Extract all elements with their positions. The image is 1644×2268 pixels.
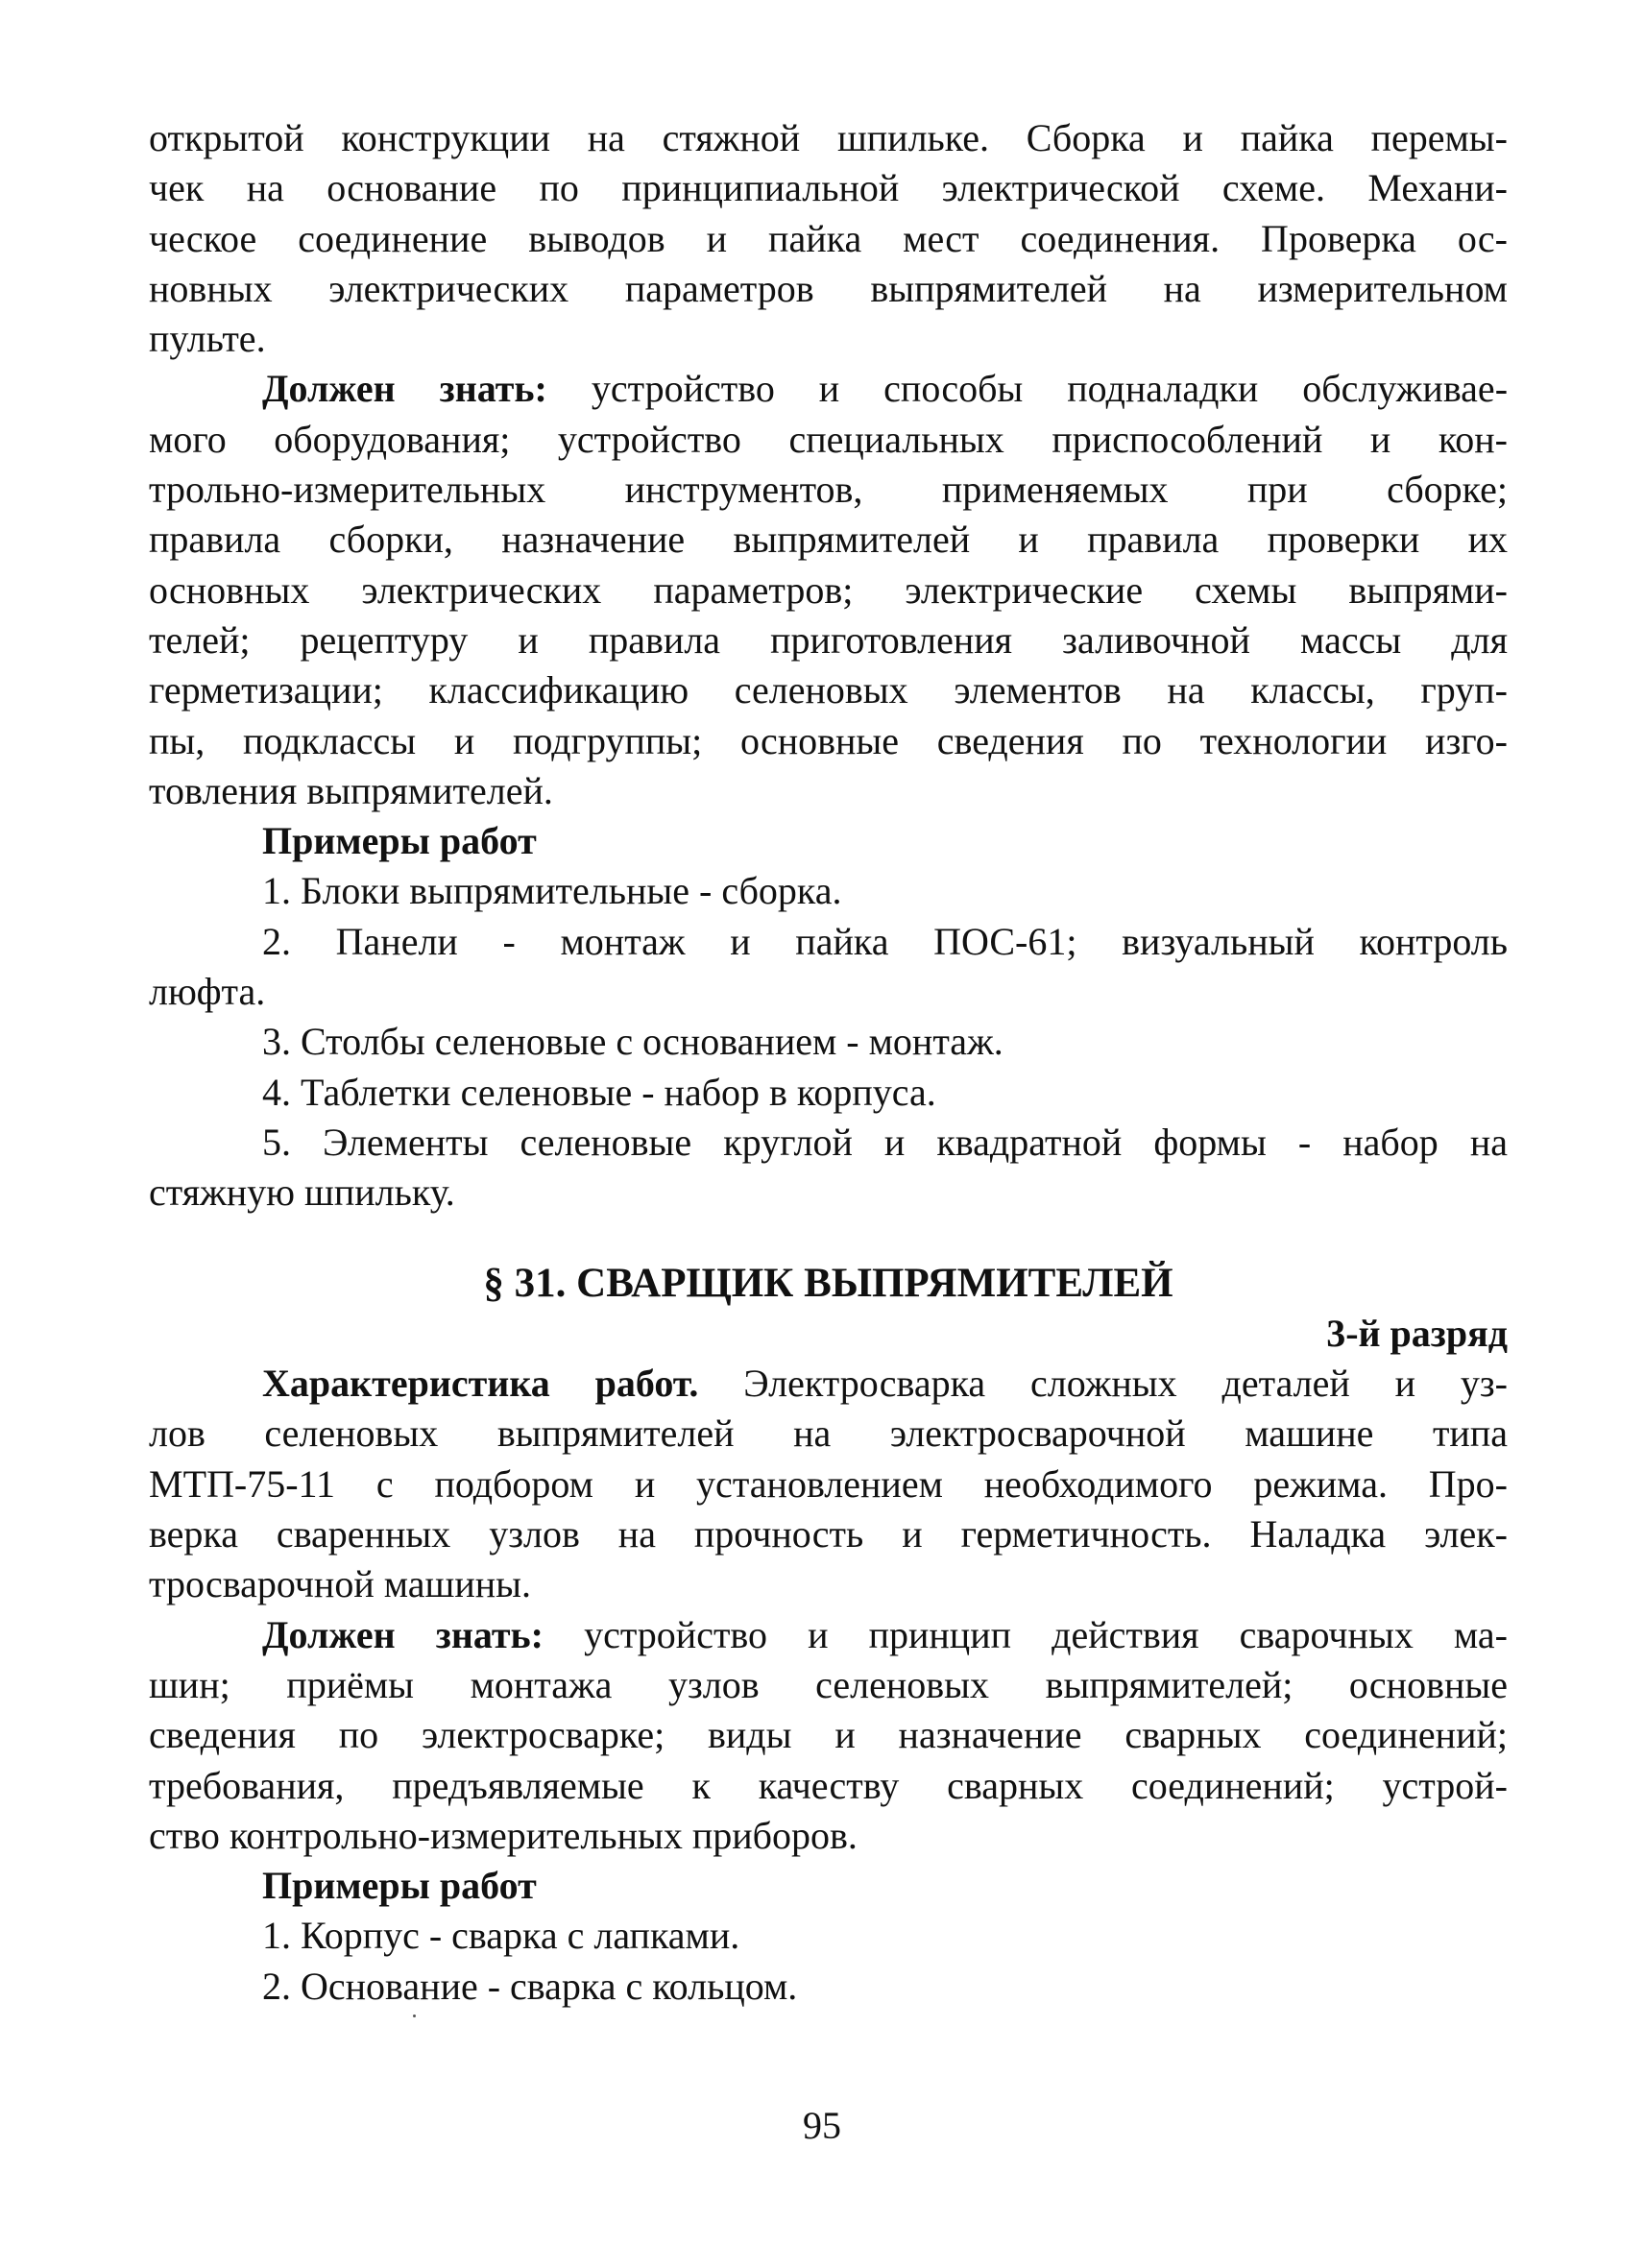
section-title: § 31. СВАРЩИК ВЫПРЯМИТЕЛЕЙ — [483, 1260, 1173, 1306]
example-item: 4. Таблетки селеновые - набор в корпуса. — [262, 1070, 936, 1114]
examples-heading: Примеры работ — [262, 819, 537, 863]
paragraph-line: телей; рецептуру и правила приготовления заливочной массы для — [149, 617, 1508, 662]
paragraph-line: пульте. — [149, 317, 266, 361]
paragraph-line: ческое соединение выводов и пайка мест соединения. Проверка ос- — [149, 216, 1508, 260]
paragraph-line: требования, предъявляемые к качеству сварных соединений; устрой- — [149, 1763, 1508, 1807]
example-item: 5. Элементы селеновые круглой и квадратной формы - набор на — [262, 1120, 1508, 1164]
paragraph-line: пы, подклассы и подгруппы; основные сведения по технологии изго- — [149, 718, 1508, 762]
paragraph-line: тросварочной машины. — [149, 1562, 532, 1606]
example-item-continuation: люфта. — [149, 970, 266, 1014]
paragraph-line: шин; приёмы монтажа узлов селеновых выпрямителей; основные — [149, 1662, 1508, 1706]
page-number: 95 — [803, 2104, 841, 2147]
section-gap — [149, 1218, 1508, 1259]
example-item: 3. Столбы селеновые с основанием - монтаж. — [262, 1020, 1003, 1064]
must-know-text: устройство и способы подналадки обслуживае- — [546, 367, 1509, 411]
paragraph-line: новных электрических параметров выпрямителей на измерительном — [149, 266, 1508, 310]
must-know-label: Должен знать: — [262, 1612, 544, 1656]
must-know-first-line — [149, 1610, 1508, 1660]
paragraph-line: мого оборудования; устройство специальных приспособлений и кон- — [149, 417, 1508, 461]
scan-speck — [413, 2015, 416, 2017]
paragraph-line: трольно-измерительных инструментов, применяемых при сборке; — [149, 468, 1508, 512]
example-item-continuation: стяжную шпильку. — [149, 1170, 455, 1215]
paragraph-line: ство контрольно-измерительных приборов. — [149, 1813, 858, 1857]
example-item: 1. Корпус - сварка с лапками. — [262, 1914, 740, 1958]
work-char-label: Характеристика работ. — [262, 1362, 699, 1406]
paragraph-line: верка сваренных узлов на прочность и герметичность. Наладка элек- — [149, 1512, 1508, 1556]
must-know-label: Должен знать: — [262, 367, 547, 411]
paragraph-line: герметизации; классификацию селеновых элементов на классы, груп- — [149, 668, 1508, 712]
paragraph-line: правила сборки, назначение выпрямителей и правила проверки их — [149, 518, 1508, 562]
must-know-first-line — [149, 364, 1508, 414]
example-item: 1. Блоки выпрямительные - сборка. — [262, 869, 842, 913]
paragraph-line: МТП-75-11 с подбором и установлением необходимого режима. Про- — [149, 1461, 1508, 1506]
work-char-text: Электросварка сложных деталей и уз- — [698, 1362, 1508, 1406]
paragraph-line: сведения по электросварке; виды и назначение сварных соединений; — [149, 1713, 1508, 1757]
example-item: 2. Панели - монтаж и пайка ПОС-61; визуальный контроль — [262, 919, 1508, 963]
paragraph-line: открытой конструкции на стяжной шпильке. Сборка и пайка перемы- — [149, 116, 1508, 159]
paragraph-line: чек на основание по принципиальной электрической схеме. Механи- — [149, 166, 1508, 210]
page-body — [149, 113, 1508, 2012]
examples-heading: Примеры работ — [262, 1864, 537, 1908]
example-item: 2. Основание - сварка с кольцом. — [262, 1964, 798, 2008]
paragraph-line: товления выпрямителей. — [149, 768, 553, 812]
paragraph-line: основных электрических параметров; электрические схемы выпрями- — [149, 567, 1508, 612]
must-know-text: устройство и принцип действия сварочных ма- — [544, 1612, 1509, 1656]
paragraph-line: лов селеновых выпрямителей на электросварочной машине типа — [149, 1411, 1508, 1456]
grade-label: 3-й разряд — [1326, 1311, 1508, 1355]
work-char-first-line — [149, 1359, 1508, 1409]
